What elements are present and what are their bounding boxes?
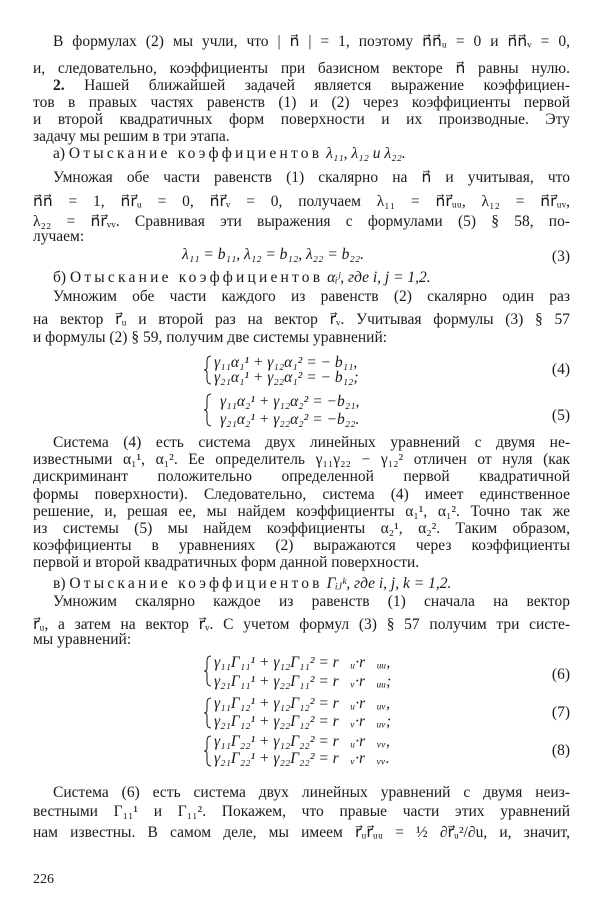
text-line: первой и второй квадратичных форм данной поверхности. bbox=[33, 554, 420, 571]
equation-6-row: γ₁₁Γ₁₁¹ + γ₁₂Γ₁₁² = r⃗ᵤ·r⃗ᵤᵤ, bbox=[214, 654, 391, 671]
text-line: из системы (5) мы найдем коэффициенты α₂¹, α₂². Таким образом, bbox=[33, 520, 570, 537]
equation-number: (8) bbox=[551, 742, 570, 759]
text-line: Умножая обе части равенств (1) скалярно на n⃗ и учитывая, что bbox=[53, 169, 570, 186]
text-line: вестными Γ₁₁¹ и Γ₁₁². Покажем, что правые части этих уравнений bbox=[33, 803, 570, 820]
equation-number: (6) bbox=[551, 666, 570, 683]
text-line: формы поверхности). Следовательно, система (4) имеет единственное bbox=[33, 486, 570, 503]
text-line: коэффициенты в уравнениях (2) выражаются через коэффициенты bbox=[33, 537, 570, 554]
text-line: и, следовательно, коэффициенты при базисном векторе n⃗ равны нулю. bbox=[33, 60, 570, 77]
section-heading-c bbox=[53, 575, 570, 593]
text-line: тов в правых частях равенств (1) и (2) через коэффициенты первой bbox=[33, 94, 570, 111]
text-line: n⃗n⃗ = 1, n⃗r⃗ᵤ = 0, n⃗r⃗ᵥ = 0, получаем λ₁₁ = n⃗r⃗ᵤᵤ, λ₁₂ = n⃗r⃗ᵤᵥ, bbox=[33, 193, 570, 210]
brace-icon bbox=[203, 355, 213, 385]
text-line: мы уравнений: bbox=[33, 631, 132, 648]
text-line: Система (4) есть система двух линейных уравнений с двумя не- bbox=[53, 434, 570, 451]
brace-icon bbox=[203, 655, 213, 687]
heading-prefix: а) bbox=[53, 145, 66, 162]
section-heading-b bbox=[53, 269, 570, 287]
heading-title: Отыскание коэффициентов bbox=[69, 269, 324, 286]
text-line: нам известны. В самом деле, мы имеем r⃗ᵤr⃗ᵤᵤ = ½ ∂r⃗ᵤ²/∂u, и, значит, bbox=[33, 824, 570, 841]
equation-4-row: γ₁₁α₁¹ + γ₁₂α₁² = − b₁₁, bbox=[214, 354, 358, 371]
equation-8-row: γ₁₁Γ₂₂¹ + γ₁₂Γ₂₂² = r⃗ᵤ·r⃗ᵥᵥ, bbox=[214, 733, 390, 750]
equation-3: λ₁₁ = b₁₁, λ₁₂ = b₁₂, λ₂₂ = b₂₂. bbox=[182, 246, 365, 263]
equation-4-row: γ₂₁α₁¹ + γ₂₂α₁² = − b₁₂; bbox=[214, 369, 359, 386]
equation-number: (3) bbox=[551, 248, 570, 265]
equation-7-row: γ₁₁Γ₁₂¹ + γ₁₂Γ₁₂² = r⃗ᵤ·r⃗ᵤᵥ, bbox=[214, 695, 391, 712]
heading-title: Отыскание коэффициентов bbox=[68, 145, 323, 162]
heading-math: αᵢʲ, где i, j = 1,2. bbox=[327, 269, 431, 286]
equation-5-row: γ₂₁α₂¹ + γ₂₂α₂² = −b₂₂. bbox=[220, 411, 360, 428]
equation-5-row: γ₁₁α₂¹ + γ₁₂α₂² = −b₂₁, bbox=[220, 393, 360, 410]
text-line: r⃗ᵤ, а затем на вектор r⃗ᵥ. С учетом формул (3) § 57 получим три систе- bbox=[33, 616, 570, 633]
text-line: λ₂₂ = n⃗r⃗ᵥᵥ. Сравнивая эти выражения с формулами (5) § 58, по- bbox=[33, 213, 570, 230]
text-line: известными α₁¹, α₁². Ее определитель γ₁₁γ₂₂ − γ₁₂² отличен от нуля (как bbox=[33, 451, 570, 468]
heading-prefix: в) bbox=[53, 575, 66, 592]
equation-7-row: γ₂₁Γ₁₂¹ + γ₂₂Γ₁₂² = r⃗ᵥ·r⃗ᵤᵥ; bbox=[214, 713, 392, 730]
brace-icon bbox=[203, 393, 213, 427]
text: Нашей ближайшей задачей является выражение коэффициен- bbox=[84, 77, 570, 94]
text-line: лучаем: bbox=[33, 228, 85, 245]
item-number: 2. bbox=[53, 77, 65, 94]
heading-prefix: б) bbox=[53, 269, 67, 286]
equation-number: (5) bbox=[551, 407, 570, 424]
text-line: Умножим скалярно каждое из равенств (1) сначала на вектор bbox=[53, 593, 570, 610]
page-number: 226 bbox=[33, 872, 54, 887]
text-line: В формулах (2) мы учли, что | n⃗ | = 1, поэтому n⃗n⃗ᵤ = 0 и n⃗n⃗ᵥ = 0, bbox=[53, 33, 570, 50]
text-line: и формулы (2) § 59, получим две системы уравнений: bbox=[33, 329, 388, 346]
text-line: дискриминант положительно определенной первой квадратичной bbox=[33, 468, 570, 485]
heading-title: Отыскание коэффициентов bbox=[69, 575, 323, 592]
text-line: и второй квадратичных форм поверхности и их производные. Эту bbox=[33, 111, 570, 128]
text-line: решение, и, решая ее, мы найдем коэффициенты α₁¹, α₁². Точно так же bbox=[33, 503, 570, 520]
brace-icon bbox=[203, 697, 213, 729]
brace-icon bbox=[203, 735, 213, 767]
text-line bbox=[53, 77, 570, 95]
equation-8-row: γ₂₁Γ₂₂¹ + γ₂₂Γ₂₂² = r⃗ᵥ·r⃗ᵥᵥ. bbox=[214, 750, 390, 767]
section-heading-a bbox=[53, 145, 570, 163]
text-line: на вектор r⃗ᵤ и второй раз на вектор r⃗ᵥ. Учитывая формулы (3) § 57 bbox=[33, 311, 570, 328]
heading-math: Γᵢⱼᵏ, где i, j, k = 1,2. bbox=[326, 575, 452, 592]
heading-math: λ₁₁, λ₁₂ и λ₂₂. bbox=[326, 145, 406, 162]
equation-number: (7) bbox=[551, 704, 570, 721]
equation-6-row: γ₂₁Γ₁₁¹ + γ₂₂Γ₁₁² = r⃗ᵥ·r⃗ᵤᵤ; bbox=[214, 673, 392, 690]
text-line: задачу мы решим в три этапа. bbox=[33, 128, 230, 145]
equation-number: (4) bbox=[551, 361, 570, 378]
text-line: Умножим обе части каждого из равенств (2) скалярно один раз bbox=[53, 288, 570, 305]
text-line: Система (6) есть система двух линейных уравнений с двумя неиз- bbox=[53, 784, 570, 801]
